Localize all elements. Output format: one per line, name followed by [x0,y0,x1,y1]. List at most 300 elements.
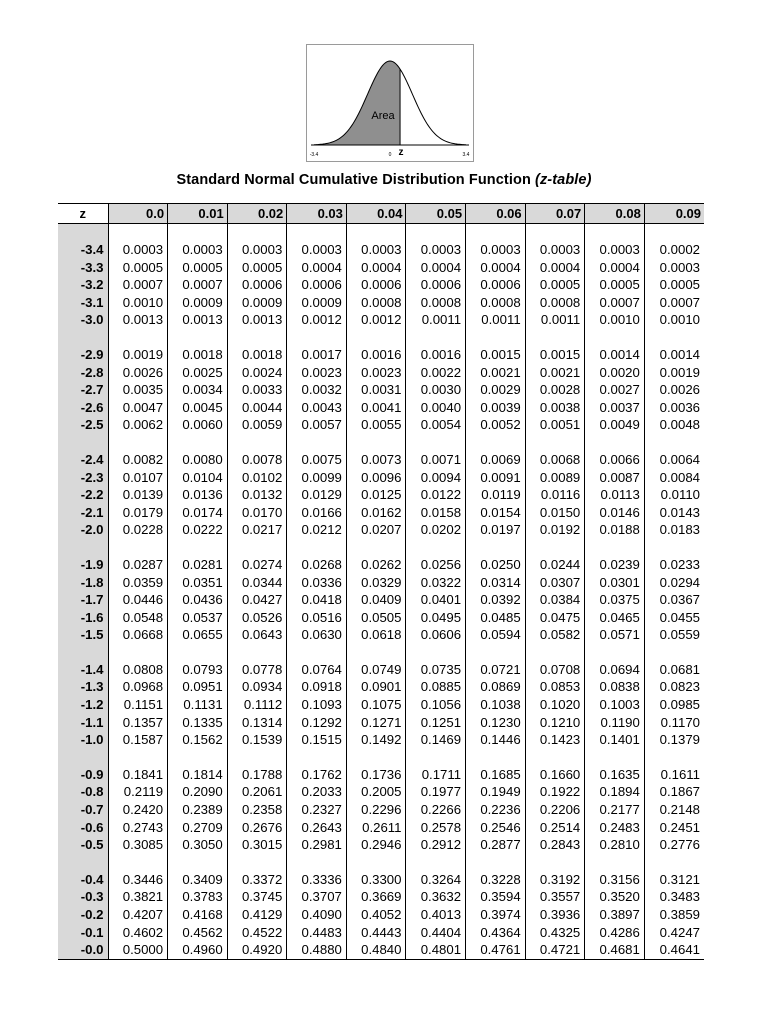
probability-cell: 0.0019 [108,346,168,364]
probability-cell: 0.1788 [227,766,287,784]
probability-cell: 0.0004 [466,259,526,277]
probability-cell: 0.0262 [346,556,406,574]
spacer-cell [287,539,347,556]
normal-curve-figure [306,44,474,162]
probability-cell: 0.1922 [525,783,585,801]
probability-cell: 0.0035 [108,381,168,399]
probability-cell: 0.3936 [525,906,585,924]
spacer-cell [406,854,466,871]
spacer-cell [525,644,585,661]
probability-cell: 0.0256 [406,556,466,574]
spacer-cell [466,434,526,451]
probability-cell: 0.0010 [585,311,645,329]
probability-cell: 0.0091 [466,469,526,487]
probability-cell: 0.1562 [168,731,228,749]
spacer-cell [644,854,704,871]
column-header: 0.03 [287,204,347,224]
z-value-cell: -0.1 [58,924,108,942]
probability-cell: 0.0027 [585,381,645,399]
probability-cell: 0.0075 [287,451,347,469]
z-value-cell: -2.3 [58,469,108,487]
probability-cell: 0.3594 [466,888,526,906]
probability-cell: 0.0003 [525,241,585,259]
table-row [58,241,704,259]
table-row [58,801,704,819]
z-value-cell: -2.0 [58,521,108,539]
z-value-cell: -1.3 [58,678,108,696]
probability-cell: 0.4325 [525,924,585,942]
spacer-cell [346,539,406,556]
probability-cell: 0.1056 [406,696,466,714]
probability-cell: 0.0228 [108,521,168,539]
probability-cell: 0.0212 [287,521,347,539]
probability-cell: 0.1335 [168,714,228,732]
spacer-cell [525,749,585,766]
probability-cell: 0.3859 [644,906,704,924]
probability-cell: 0.0158 [406,504,466,522]
probability-cell: 0.0045 [168,399,228,417]
probability-cell: 0.0526 [227,609,287,627]
probability-cell: 0.3085 [108,836,168,854]
group-spacer [58,329,704,346]
column-header: 0.04 [346,204,406,224]
probability-cell: 0.1314 [227,714,287,732]
probability-cell: 0.0023 [346,364,406,382]
probability-cell: 0.2389 [168,801,228,819]
probability-cell: 0.3300 [346,871,406,889]
probability-cell: 0.0116 [525,486,585,504]
probability-cell: 0.0708 [525,661,585,679]
probability-cell: 0.0008 [406,294,466,312]
table-row [58,451,704,469]
probability-cell: 0.3156 [585,871,645,889]
spacer-cell [346,854,406,871]
probability-cell: 0.0721 [466,661,526,679]
spacer-cell [644,644,704,661]
probability-cell: 0.0008 [525,294,585,312]
spacer-cell [108,329,168,346]
spacer-cell [168,644,228,661]
probability-cell: 0.0038 [525,399,585,417]
probability-cell: 0.0119 [466,486,526,504]
probability-cell: 0.0505 [346,609,406,627]
probability-cell: 0.0446 [108,591,168,609]
probability-cell: 0.0516 [287,609,347,627]
probability-cell: 0.0436 [168,591,228,609]
spacer-cell [108,749,168,766]
spacer-cell [108,539,168,556]
z-value-cell: -3.4 [58,241,108,259]
spacer-cell [644,434,704,451]
probability-cell: 0.1587 [108,731,168,749]
table-row [58,591,704,609]
probability-cell: 0.0571 [585,626,645,644]
probability-cell: 0.0207 [346,521,406,539]
table-row [58,714,704,732]
probability-cell: 0.1446 [466,731,526,749]
probability-cell: 0.0054 [406,416,466,434]
z-value-cell: -2.5 [58,416,108,434]
table-row [58,924,704,942]
spacer-cell [287,644,347,661]
probability-cell: 0.1112 [227,696,287,714]
spacer-cell [346,434,406,451]
z-value-cell: -0.0 [58,941,108,959]
probability-cell: 0.0281 [168,556,228,574]
probability-cell: 0.0073 [346,451,406,469]
probability-cell: 0.0192 [525,521,585,539]
probability-cell: 0.3707 [287,888,347,906]
probability-cell: 0.1170 [644,714,704,732]
tick-right-label: 3.4 [462,152,470,158]
table-header-row [58,204,704,224]
z-spacer-cell [58,329,108,346]
table-row [58,871,704,889]
probability-cell: 0.0322 [406,574,466,592]
probability-cell: 0.0003 [585,241,645,259]
probability-cell: 0.3372 [227,871,287,889]
spacer-cell [644,224,704,242]
probability-cell: 0.3228 [466,871,526,889]
z-value-cell: -1.8 [58,574,108,592]
z-spacer-cell [58,434,108,451]
spacer-cell [585,854,645,871]
z-value-cell: -0.6 [58,819,108,837]
spacer-cell [108,644,168,661]
probability-cell: 0.0059 [227,416,287,434]
spacer-cell [466,329,526,346]
z-value-cell: -2.6 [58,399,108,417]
spacer-cell [406,539,466,556]
probability-cell: 0.1131 [168,696,228,714]
probability-cell: 0.2327 [287,801,347,819]
probability-cell: 0.4641 [644,941,704,959]
probability-cell: 0.1093 [287,696,347,714]
probability-cell: 0.0179 [108,504,168,522]
probability-cell: 0.0823 [644,678,704,696]
probability-cell: 0.0107 [108,469,168,487]
z-label: z [398,147,404,158]
probability-cell: 0.0559 [644,626,704,644]
spacer-cell [585,644,645,661]
probability-cell: 0.0019 [644,364,704,382]
probability-cell: 0.0668 [108,626,168,644]
probability-cell: 0.0244 [525,556,585,574]
probability-cell: 0.0951 [168,678,228,696]
spacer-cell [227,644,287,661]
normal-curve-plot [307,45,473,161]
table-row [58,626,704,644]
probability-cell: 0.0011 [406,311,466,329]
probability-cell: 0.3897 [585,906,645,924]
probability-cell: 0.0495 [406,609,466,627]
probability-cell: 0.0401 [406,591,466,609]
probability-cell: 0.4129 [227,906,287,924]
column-header: 0.02 [227,204,287,224]
probability-cell: 0.0007 [585,294,645,312]
table-row [58,381,704,399]
probability-cell: 0.0006 [406,276,466,294]
probability-cell: 0.0606 [406,626,466,644]
z-value-cell: -3.2 [58,276,108,294]
probability-cell: 0.0084 [644,469,704,487]
probability-cell: 0.2810 [585,836,645,854]
z-value-cell: -1.0 [58,731,108,749]
probability-cell: 0.3520 [585,888,645,906]
probability-cell: 0.1038 [466,696,526,714]
table-row [58,364,704,382]
probability-cell: 0.0643 [227,626,287,644]
probability-cell: 0.0778 [227,661,287,679]
table-row [58,556,704,574]
probability-cell: 0.0005 [168,259,228,277]
spacer-cell [168,224,228,242]
spacer-cell [525,329,585,346]
table-row [58,276,704,294]
probability-cell: 0.0087 [585,469,645,487]
probability-cell: 0.0043 [287,399,347,417]
probability-cell: 0.1611 [644,766,704,784]
title-main: Standard Normal Cumulative Distribution Function [176,172,536,188]
spacer-cell [406,644,466,661]
table-row [58,346,704,364]
probability-cell: 0.3821 [108,888,168,906]
probability-cell: 0.0011 [525,311,585,329]
group-spacer [58,854,704,871]
table-row [58,819,704,837]
probability-cell: 0.0017 [287,346,347,364]
probability-cell: 0.0034 [168,381,228,399]
spacer-cell [644,749,704,766]
z-value-cell: -1.7 [58,591,108,609]
probability-cell: 0.0139 [108,486,168,504]
spacer-cell [346,224,406,242]
probability-cell: 0.4840 [346,941,406,959]
spacer-cell [168,434,228,451]
probability-cell: 0.0012 [346,311,406,329]
probability-cell: 0.2743 [108,819,168,837]
group-spacer [58,224,704,242]
probability-cell: 0.0005 [525,276,585,294]
probability-cell: 0.1539 [227,731,287,749]
probability-cell: 0.0003 [406,241,466,259]
z-value-cell: -1.2 [58,696,108,714]
probability-cell: 0.0039 [466,399,526,417]
probability-cell: 0.3050 [168,836,228,854]
probability-cell: 0.0749 [346,661,406,679]
probability-cell: 0.0099 [287,469,347,487]
probability-cell: 0.0427 [227,591,287,609]
probability-cell: 0.0069 [466,451,526,469]
probability-cell: 0.0003 [168,241,228,259]
z-value-cell: -0.7 [58,801,108,819]
column-header: 0.0 [108,204,168,224]
probability-cell: 0.0006 [287,276,347,294]
probability-cell: 0.2676 [227,819,287,837]
probability-cell: 0.3264 [406,871,466,889]
probability-cell: 0.0250 [466,556,526,574]
z-value-cell: -0.4 [58,871,108,889]
probability-cell: 0.0125 [346,486,406,504]
spacer-cell [108,434,168,451]
probability-cell: 0.0681 [644,661,704,679]
probability-cell: 0.2296 [346,801,406,819]
probability-cell: 0.1210 [525,714,585,732]
table-row [58,888,704,906]
z-value-cell: -0.5 [58,836,108,854]
probability-cell: 0.1894 [585,783,645,801]
probability-cell: 0.1271 [346,714,406,732]
probability-cell: 0.0003 [466,241,526,259]
probability-cell: 0.2266 [406,801,466,819]
probability-cell: 0.0143 [644,504,704,522]
probability-cell: 0.4880 [287,941,347,959]
probability-cell: 0.0465 [585,609,645,627]
probability-cell: 0.0071 [406,451,466,469]
probability-cell: 0.1515 [287,731,347,749]
probability-cell: 0.1151 [108,696,168,714]
spacer-cell [108,224,168,242]
probability-cell: 0.2578 [406,819,466,837]
probability-cell: 0.0110 [644,486,704,504]
z-value-cell: -3.0 [58,311,108,329]
probability-cell: 0.0018 [168,346,228,364]
probability-cell: 0.0011 [466,311,526,329]
probability-cell: 0.0005 [644,276,704,294]
probability-cell: 0.0068 [525,451,585,469]
probability-cell: 0.0078 [227,451,287,469]
z-column-header: z [58,204,108,224]
table-row [58,696,704,714]
probability-cell: 0.3632 [406,888,466,906]
probability-cell: 0.0030 [406,381,466,399]
probability-cell: 0.0005 [108,259,168,277]
probability-cell: 0.3015 [227,836,287,854]
probability-cell: 0.2611 [346,819,406,837]
probability-cell: 0.0060 [168,416,228,434]
probability-cell: 0.0004 [287,259,347,277]
probability-cell: 0.2483 [585,819,645,837]
probability-cell: 0.0026 [644,381,704,399]
probability-cell: 0.2420 [108,801,168,819]
probability-cell: 0.0025 [168,364,228,382]
probability-cell: 0.0031 [346,381,406,399]
spacer-cell [346,644,406,661]
probability-cell: 0.0062 [108,416,168,434]
probability-cell: 0.4522 [227,924,287,942]
probability-cell: 0.4801 [406,941,466,959]
probability-cell: 0.2177 [585,801,645,819]
probability-cell: 0.0582 [525,626,585,644]
probability-cell: 0.1867 [644,783,704,801]
probability-cell: 0.0351 [168,574,228,592]
probability-cell: 0.2546 [466,819,526,837]
probability-cell: 0.2877 [466,836,526,854]
probability-cell: 0.2643 [287,819,347,837]
table-row [58,766,704,784]
probability-cell: 0.0344 [227,574,287,592]
probability-cell: 0.0006 [346,276,406,294]
probability-cell: 0.0869 [466,678,526,696]
probability-cell: 0.3669 [346,888,406,906]
probability-cell: 0.3483 [644,888,704,906]
z-spacer-cell [58,539,108,556]
spacer-cell [466,854,526,871]
probability-cell: 0.3121 [644,871,704,889]
probability-cell: 0.4960 [168,941,228,959]
probability-cell: 0.0418 [287,591,347,609]
column-header: 0.01 [168,204,228,224]
probability-cell: 0.4681 [585,941,645,959]
table-row [58,399,704,417]
probability-cell: 0.0197 [466,521,526,539]
probability-cell: 0.0014 [585,346,645,364]
group-spacer [58,434,704,451]
spacer-cell [168,749,228,766]
probability-cell: 0.4247 [644,924,704,942]
probability-cell: 0.1841 [108,766,168,784]
probability-cell: 0.3783 [168,888,228,906]
z-value-cell: -0.8 [58,783,108,801]
probability-cell: 0.2090 [168,783,228,801]
column-header: 0.07 [525,204,585,224]
z-value-cell: -0.3 [58,888,108,906]
probability-cell: 0.0016 [346,346,406,364]
probability-cell: 0.0217 [227,521,287,539]
probability-cell: 0.0188 [585,521,645,539]
probability-cell: 0.0793 [168,661,228,679]
probability-cell: 0.0005 [585,276,645,294]
probability-cell: 0.0055 [346,416,406,434]
spacer-cell [525,224,585,242]
probability-cell: 0.5000 [108,941,168,959]
probability-cell: 0.0618 [346,626,406,644]
probability-cell: 0.0041 [346,399,406,417]
group-spacer [58,539,704,556]
probability-cell: 0.0202 [406,521,466,539]
probability-cell: 0.0044 [227,399,287,417]
probability-cell: 0.0174 [168,504,228,522]
spacer-cell [287,749,347,766]
z-spacer-cell [58,854,108,871]
probability-cell: 0.0132 [227,486,287,504]
probability-cell: 0.2206 [525,801,585,819]
probability-cell: 0.1635 [585,766,645,784]
z-value-cell: -0.2 [58,906,108,924]
group-spacer [58,749,704,766]
probability-cell: 0.0005 [227,259,287,277]
probability-cell: 0.0375 [585,591,645,609]
spacer-cell [227,539,287,556]
probability-cell: 0.0012 [287,311,347,329]
probability-cell: 0.0485 [466,609,526,627]
spacer-cell [525,854,585,871]
probability-cell: 0.0026 [108,364,168,382]
probability-cell: 0.0548 [108,609,168,627]
spacer-cell [287,224,347,242]
probability-cell: 0.1492 [346,731,406,749]
tick-left-label: -3.4 [309,152,319,158]
probability-cell: 0.0020 [585,364,645,382]
spacer-cell [644,539,704,556]
probability-cell: 0.0122 [406,486,466,504]
probability-cell: 0.0307 [525,574,585,592]
probability-cell: 0.0129 [287,486,347,504]
probability-cell: 0.1230 [466,714,526,732]
table-row [58,609,704,627]
probability-cell: 0.0004 [346,259,406,277]
probability-cell: 0.3557 [525,888,585,906]
